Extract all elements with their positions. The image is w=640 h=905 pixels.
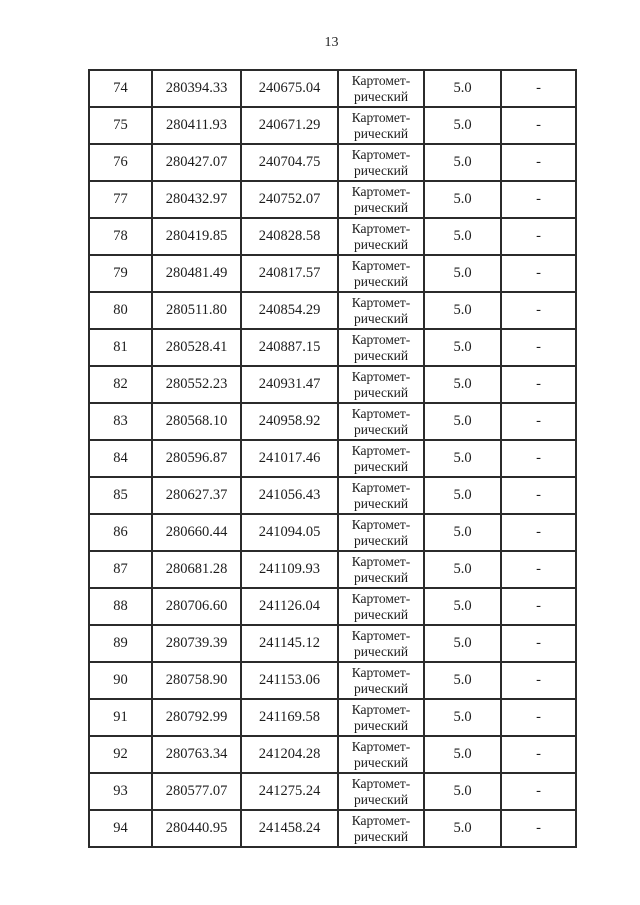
- cell-method: [338, 699, 424, 736]
- cell-description: -: [501, 403, 576, 440]
- cell-point-number: 74: [89, 70, 152, 107]
- cell-description: -: [501, 551, 576, 588]
- cell-method: [338, 218, 424, 255]
- cell-point-number: 91: [89, 699, 152, 736]
- cell-x-coordinate: 280758.90: [152, 662, 241, 699]
- cell-x-coordinate: 280660.44: [152, 514, 241, 551]
- cell-x-coordinate: 280681.28: [152, 551, 241, 588]
- table-row: [89, 773, 576, 810]
- table-row: [89, 625, 576, 662]
- method-line: рический: [353, 569, 409, 585]
- cell-method: [338, 366, 424, 403]
- method-line: Картомет-: [351, 442, 411, 458]
- cell-y-coordinate: 241275.24: [241, 773, 338, 810]
- cell-method: [338, 70, 424, 107]
- cell-description: -: [501, 255, 576, 292]
- cell-x-coordinate: 280511.80: [152, 292, 241, 329]
- cell-x-coordinate: 280419.85: [152, 218, 241, 255]
- table-row: [89, 107, 576, 144]
- coordinates-table: [88, 69, 577, 848]
- cell-accuracy: 5.0: [424, 662, 501, 699]
- cell-method: [338, 255, 424, 292]
- cell-method: [338, 551, 424, 588]
- table-row: [89, 440, 576, 477]
- table-row: [89, 403, 576, 440]
- method-line: рический: [353, 88, 409, 104]
- cell-point-number: 79: [89, 255, 152, 292]
- method-line: Картомет-: [351, 701, 411, 717]
- cell-x-coordinate: 280552.23: [152, 366, 241, 403]
- cell-method: [338, 736, 424, 773]
- cell-description: -: [501, 144, 576, 181]
- table-row: [89, 477, 576, 514]
- cell-point-number: 81: [89, 329, 152, 366]
- method-line: рический: [353, 125, 409, 141]
- cell-x-coordinate: 280427.07: [152, 144, 241, 181]
- cell-y-coordinate: 241145.12: [241, 625, 338, 662]
- method-line: Картомет-: [351, 72, 411, 88]
- method-line: рический: [353, 532, 409, 548]
- method-line: Картомет-: [351, 590, 411, 606]
- method-line: Картомет-: [351, 331, 411, 347]
- method-line: Картомет-: [351, 257, 411, 273]
- cell-method: [338, 477, 424, 514]
- cell-accuracy: 5.0: [424, 773, 501, 810]
- cell-accuracy: 5.0: [424, 440, 501, 477]
- cell-point-number: 76: [89, 144, 152, 181]
- cell-accuracy: 5.0: [424, 736, 501, 773]
- cell-y-coordinate: 241056.43: [241, 477, 338, 514]
- cell-point-number: 89: [89, 625, 152, 662]
- table-row: [89, 662, 576, 699]
- table-row: [89, 218, 576, 255]
- cell-accuracy: 5.0: [424, 292, 501, 329]
- cell-accuracy: 5.0: [424, 366, 501, 403]
- cell-accuracy: 5.0: [424, 551, 501, 588]
- table-row: [89, 144, 576, 181]
- cell-accuracy: 5.0: [424, 514, 501, 551]
- method-line: Картомет-: [351, 479, 411, 495]
- cell-x-coordinate: 280627.37: [152, 477, 241, 514]
- cell-description: -: [501, 773, 576, 810]
- method-line: Картомет-: [351, 109, 411, 125]
- cell-accuracy: 5.0: [424, 699, 501, 736]
- method-line: Картомет-: [351, 183, 411, 199]
- cell-description: -: [501, 514, 576, 551]
- method-line: Картомет-: [351, 812, 411, 828]
- cell-accuracy: 5.0: [424, 810, 501, 847]
- cell-point-number: 84: [89, 440, 152, 477]
- cell-description: -: [501, 70, 576, 107]
- cell-y-coordinate: 240828.58: [241, 218, 338, 255]
- cell-method: [338, 773, 424, 810]
- method-line: рический: [353, 162, 409, 178]
- cell-x-coordinate: 280528.41: [152, 329, 241, 366]
- method-line: рический: [353, 791, 409, 807]
- cell-accuracy: 5.0: [424, 70, 501, 107]
- cell-x-coordinate: 280440.95: [152, 810, 241, 847]
- cell-y-coordinate: 240675.04: [241, 70, 338, 107]
- cell-description: -: [501, 366, 576, 403]
- method-line: рический: [353, 384, 409, 400]
- cell-y-coordinate: 240854.29: [241, 292, 338, 329]
- cell-point-number: 77: [89, 181, 152, 218]
- method-line: рический: [353, 717, 409, 733]
- table-row: [89, 736, 576, 773]
- page-number: 13: [324, 35, 339, 50]
- cell-y-coordinate: 241458.24: [241, 810, 338, 847]
- cell-x-coordinate: 280739.39: [152, 625, 241, 662]
- cell-method: [338, 107, 424, 144]
- method-line: рический: [353, 199, 409, 215]
- cell-point-number: 83: [89, 403, 152, 440]
- cell-y-coordinate: 241169.58: [241, 699, 338, 736]
- cell-x-coordinate: 280481.49: [152, 255, 241, 292]
- cell-y-coordinate: 241126.04: [241, 588, 338, 625]
- cell-point-number: 85: [89, 477, 152, 514]
- cell-method: [338, 662, 424, 699]
- cell-point-number: 93: [89, 773, 152, 810]
- cell-accuracy: 5.0: [424, 588, 501, 625]
- method-line: рический: [353, 273, 409, 289]
- table-row: [89, 551, 576, 588]
- cell-x-coordinate: 280568.10: [152, 403, 241, 440]
- table-row: [89, 181, 576, 218]
- table-row: [89, 292, 576, 329]
- table-row: [89, 810, 576, 847]
- table-row: [89, 329, 576, 366]
- method-line: Картомет-: [351, 553, 411, 569]
- method-line: Картомет-: [351, 368, 411, 384]
- cell-method: [338, 403, 424, 440]
- cell-accuracy: 5.0: [424, 255, 501, 292]
- cell-accuracy: 5.0: [424, 107, 501, 144]
- cell-y-coordinate: 241094.05: [241, 514, 338, 551]
- cell-x-coordinate: 280706.60: [152, 588, 241, 625]
- cell-point-number: 78: [89, 218, 152, 255]
- method-line: рический: [353, 236, 409, 252]
- method-line: Картомет-: [351, 220, 411, 236]
- cell-description: -: [501, 736, 576, 773]
- table-row: [89, 514, 576, 551]
- cell-y-coordinate: 241153.06: [241, 662, 338, 699]
- table-row: [89, 255, 576, 292]
- cell-accuracy: 5.0: [424, 181, 501, 218]
- cell-y-coordinate: 241109.93: [241, 551, 338, 588]
- cell-accuracy: 5.0: [424, 329, 501, 366]
- cell-y-coordinate: 240671.29: [241, 107, 338, 144]
- cell-description: -: [501, 662, 576, 699]
- cell-method: [338, 810, 424, 847]
- method-line: Картомет-: [351, 146, 411, 162]
- cell-point-number: 75: [89, 107, 152, 144]
- cell-x-coordinate: 280394.33: [152, 70, 241, 107]
- table-row: [89, 366, 576, 403]
- cell-accuracy: 5.0: [424, 477, 501, 514]
- cell-method: [338, 181, 424, 218]
- cell-accuracy: 5.0: [424, 144, 501, 181]
- cell-y-coordinate: 241017.46: [241, 440, 338, 477]
- cell-accuracy: 5.0: [424, 625, 501, 662]
- method-line: Картомет-: [351, 664, 411, 680]
- cell-point-number: 92: [89, 736, 152, 773]
- method-line: Картомет-: [351, 738, 411, 754]
- cell-x-coordinate: 280792.99: [152, 699, 241, 736]
- method-line: рический: [353, 495, 409, 511]
- table-row: [89, 588, 576, 625]
- method-line: рический: [353, 310, 409, 326]
- coords-table-body: [89, 70, 576, 847]
- method-line: Картомет-: [351, 775, 411, 791]
- cell-description: -: [501, 292, 576, 329]
- cell-point-number: 88: [89, 588, 152, 625]
- cell-accuracy: 5.0: [424, 218, 501, 255]
- method-line: рический: [353, 421, 409, 437]
- cell-x-coordinate: 280596.87: [152, 440, 241, 477]
- method-line: рический: [353, 458, 409, 474]
- cell-description: -: [501, 810, 576, 847]
- method-line: рический: [353, 680, 409, 696]
- cell-y-coordinate: 240752.07: [241, 181, 338, 218]
- method-line: рический: [353, 347, 409, 363]
- cell-method: [338, 625, 424, 662]
- method-line: рический: [353, 828, 409, 844]
- cell-x-coordinate: 280432.97: [152, 181, 241, 218]
- cell-point-number: 87: [89, 551, 152, 588]
- cell-description: -: [501, 477, 576, 514]
- cell-point-number: 86: [89, 514, 152, 551]
- cell-description: -: [501, 329, 576, 366]
- cell-point-number: 80: [89, 292, 152, 329]
- cell-description: -: [501, 625, 576, 662]
- cell-x-coordinate: 280763.34: [152, 736, 241, 773]
- cell-method: [338, 514, 424, 551]
- method-line: Картомет-: [351, 627, 411, 643]
- cell-point-number: 82: [89, 366, 152, 403]
- cell-description: -: [501, 440, 576, 477]
- method-line: рический: [353, 643, 409, 659]
- cell-y-coordinate: 241204.28: [241, 736, 338, 773]
- table-row: [89, 70, 576, 107]
- method-line: Картомет-: [351, 294, 411, 310]
- cell-point-number: 94: [89, 810, 152, 847]
- method-line: рический: [353, 754, 409, 770]
- cell-x-coordinate: 280577.07: [152, 773, 241, 810]
- cell-description: -: [501, 218, 576, 255]
- cell-method: [338, 144, 424, 181]
- cell-y-coordinate: 240704.75: [241, 144, 338, 181]
- cell-y-coordinate: 240958.92: [241, 403, 338, 440]
- table-row: [89, 699, 576, 736]
- cell-y-coordinate: 240817.57: [241, 255, 338, 292]
- cell-description: -: [501, 699, 576, 736]
- cell-description: -: [501, 107, 576, 144]
- cell-description: -: [501, 588, 576, 625]
- cell-method: [338, 440, 424, 477]
- cell-description: -: [501, 181, 576, 218]
- method-line: рический: [353, 606, 409, 622]
- cell-accuracy: 5.0: [424, 403, 501, 440]
- cell-y-coordinate: 240931.47: [241, 366, 338, 403]
- method-line: Картомет-: [351, 516, 411, 532]
- cell-y-coordinate: 240887.15: [241, 329, 338, 366]
- cell-method: [338, 329, 424, 366]
- cell-x-coordinate: 280411.93: [152, 107, 241, 144]
- method-line: Картомет-: [351, 405, 411, 421]
- cell-method: [338, 588, 424, 625]
- cell-method: [338, 292, 424, 329]
- cell-point-number: 90: [89, 662, 152, 699]
